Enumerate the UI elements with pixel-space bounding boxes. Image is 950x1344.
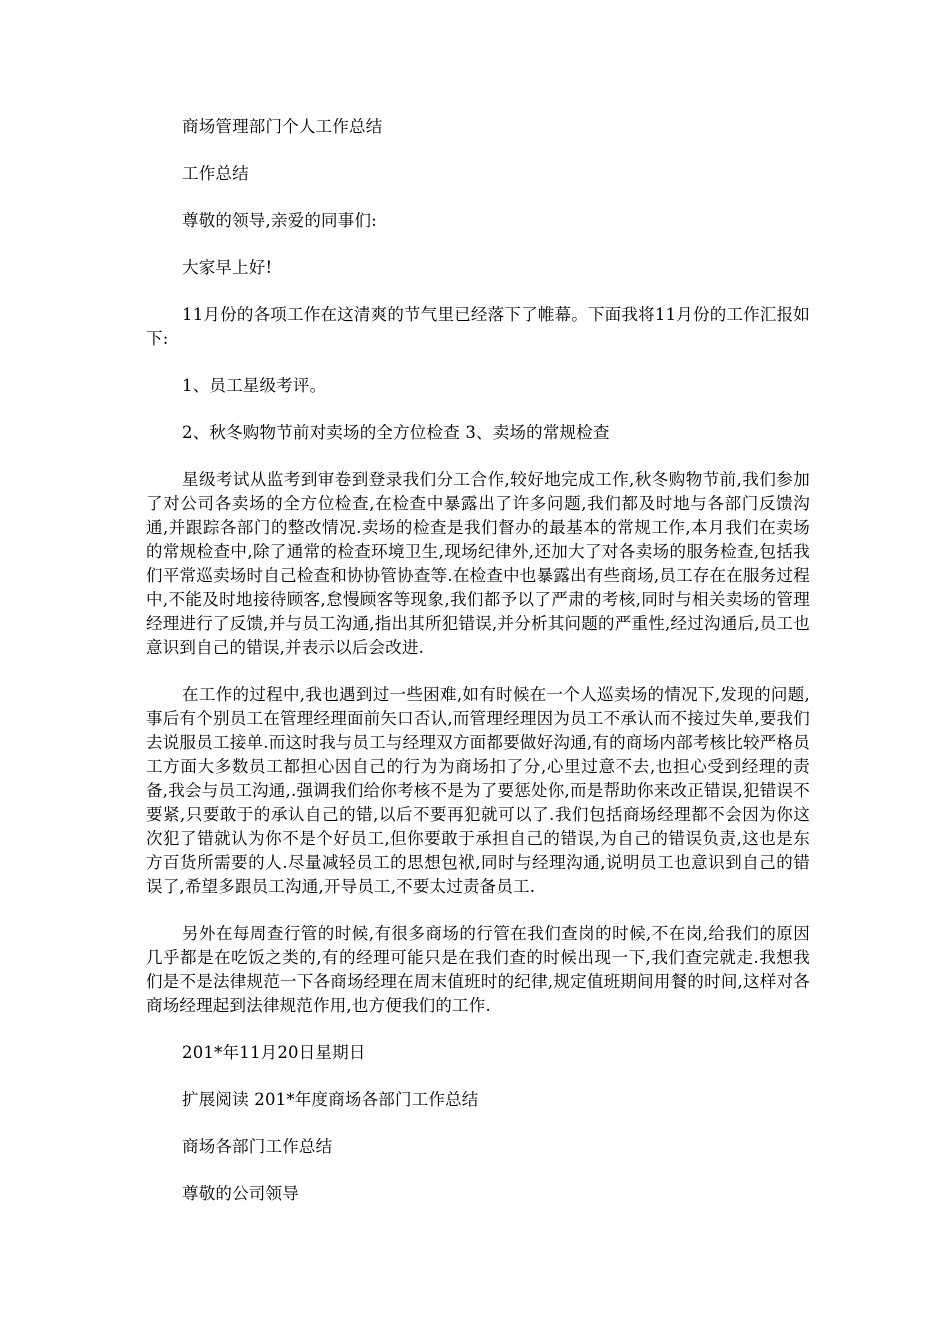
- body-paragraph: 在工作的过程中,我也遇到过一些困难,如有时候在一个人巡卖场的情况下,发现的问题,事后有个别员工在管理经理面前矢口否认,而管理经理因为员工不承认而不接过失单,要我们去说服员工接单.而这时我与员工与经理双方面都要做好沟通,有的商场内部考核比较严格员工方面大多数员工都担心因自己的行为为商场扣了分,心里过意不去,也担心受到经理的责备,我会与员工沟通,.强调我们给你考核不是为了要惩处你,而是帮助你来改正错误,犯错误不要紧,只要敢于的承认自己的错,以后不要再犯就可以了.我们包括商场经理都不会因为你这次犯了错就认为你不是个好员工,但你要敢于承担自己的错误,为自己的错误负责,这也是东方百货所需要的人.尽量减轻员工的思想包袱,同时与经理沟通,说明员工也意识到自己的错误了,希望多跟员工沟通,开导员工,不要太过责备员工.: [146, 685, 810, 896]
- intro-paragraph: 11月份的各项工作在这清爽的节气里已经落下了帷幕。下面我将11月份的工作汇报如下:: [146, 305, 810, 348]
- greeting: 大家早上好!: [182, 258, 273, 277]
- date-line: 201*年11月20日星期日: [182, 1043, 366, 1062]
- salutation: 尊敬的领导,亲爱的同事们:: [182, 211, 377, 230]
- salutation: 尊敬的公司领导: [182, 1184, 299, 1203]
- body-paragraph: 星级考试从监考到审卷到登录我们分工合作,较好地完成工作,秋冬购物节前,我们参加了对公司各卖场的全方位检查,在检查中暴露出了许多问题,我们都及时地与各部门反馈沟通,并跟踪各部门的整改情况.卖场的检查是我们督办的最基本的常规工作,本月我们在卖场的常规检查中,除了通常的检查环境卫生,现场纪律外,还加大了对各卖场的服务检查,包括我们平常巡卖场时自己检查和协协管协查等.在检查中也暴露出有些商场,员工存在在服务过程中,不能及时地接待顾客,怠慢顾客等现象,我们都予以了严肃的考核,同时与相关卖场的管理经理进行了反馈,并与员工沟通,指出其所犯错误,并分析其问题的严重性,经过沟通后,员工也意识到自己的错误,并表示以后会改进.: [146, 470, 810, 657]
- list-item: 1、员工星级考评。: [182, 376, 327, 395]
- document-title: 商场管理部门个人工作总结: [182, 117, 383, 136]
- document-page: [146, 115, 810, 1229]
- extended-reading-heading: 扩展阅读 201*年度商场各部门工作总结: [182, 1090, 479, 1109]
- subtitle: 工作总结: [182, 164, 249, 183]
- list-item: 2、秋冬购物节前对卖场的全方位检查 3、卖场的常规检查: [182, 423, 610, 442]
- section-title: 商场各部门工作总结: [182, 1137, 333, 1156]
- body-paragraph: 另外在每周查行管的时候,有很多商场的行管在我们查岗的时候,不在岗,给我们的原因几乎都是在吃饭之类的,有的经理可能只是在我们查的时候出现一下,我们查完就走.我想我们是不是法律规范一下各商场经理在周末值班时的纪律,规定值班期间用餐的时间,这样对各商场经理起到法律规范作用,也方便我们的工作.: [146, 924, 810, 1015]
